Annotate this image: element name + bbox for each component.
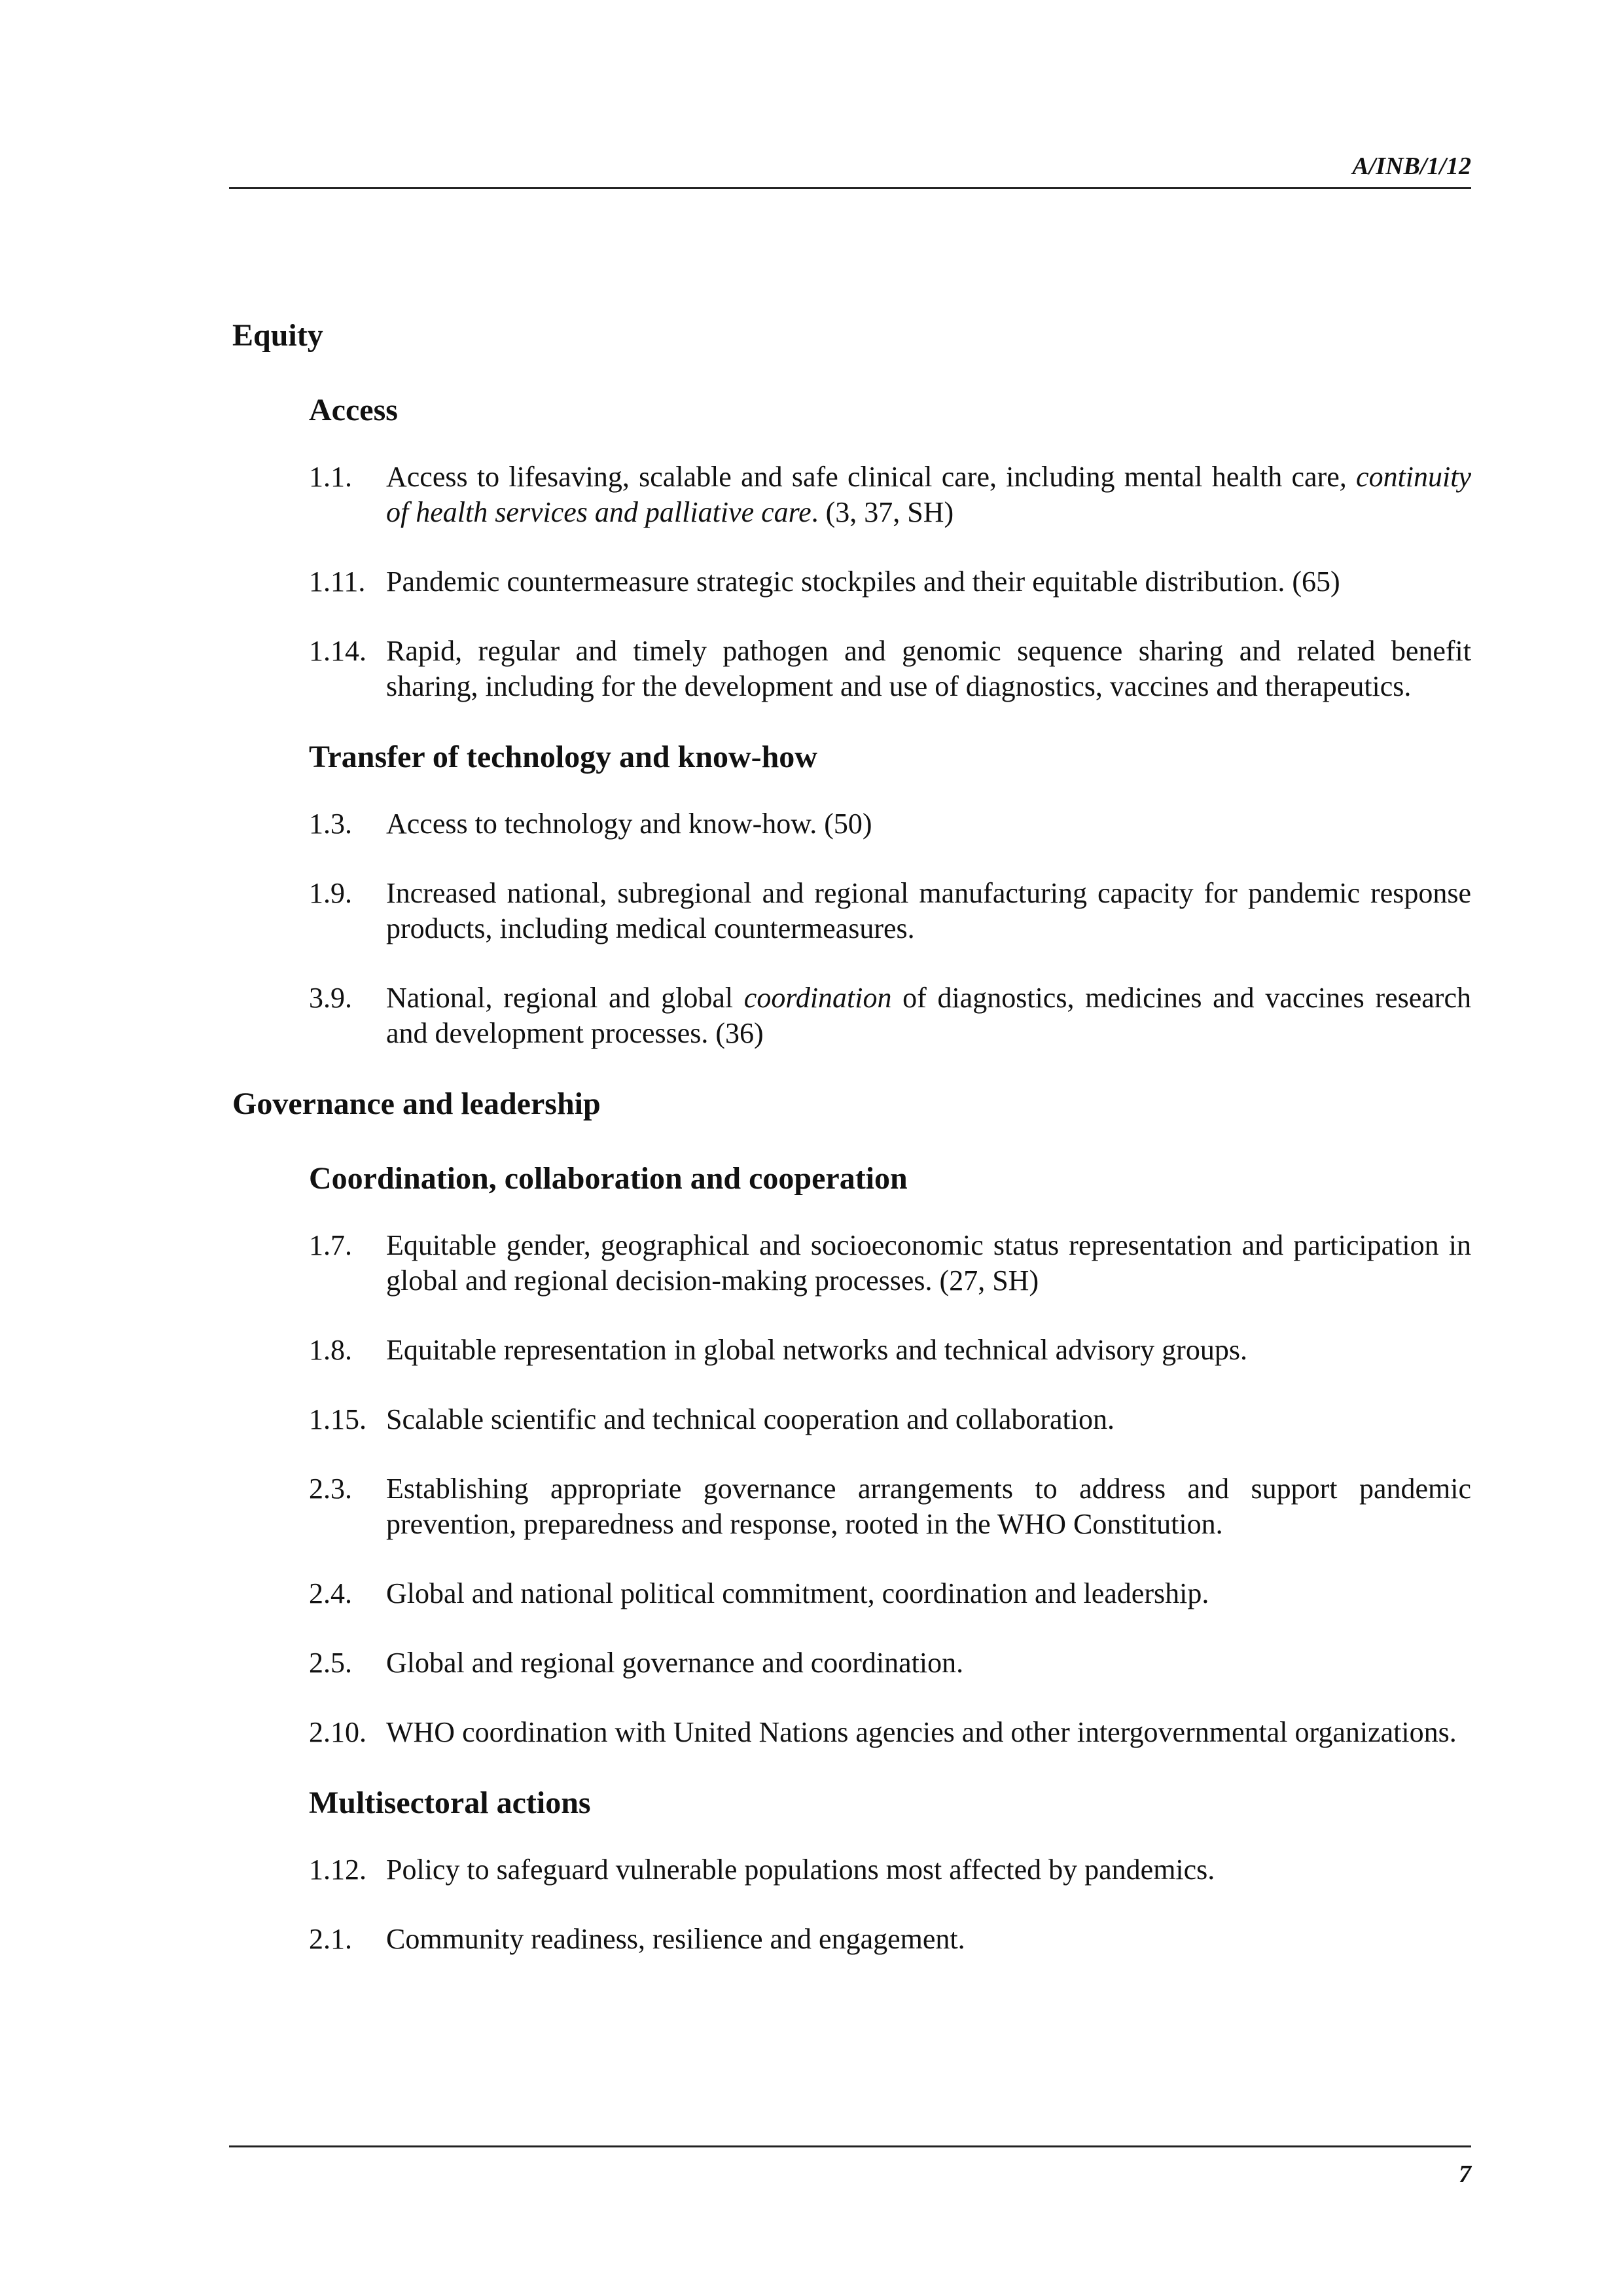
item-text: Policy to safeguard vulnerable populations most affected by pandemics. — [386, 1854, 1215, 1886]
page-number: 7 — [1459, 2161, 1471, 2188]
item-text: Scalable scientific and technical cooperation and collaboration. — [386, 1403, 1115, 1435]
item-text: Access to lifesaving, scalable and safe clinical care, including mental health care — [386, 461, 1340, 493]
item-text-tail: of diagnostics, medicines and vaccines research and development processes. (36) — [386, 982, 1471, 1049]
list-item — [232, 634, 1471, 704]
item-text-tail: . (3, 37, SH) — [811, 496, 954, 528]
item-number: 1.14. — [309, 635, 366, 667]
item-number: 1.11. — [309, 565, 366, 598]
subsection-title-technology-transfer: Transfer of technology and know-how — [309, 740, 817, 774]
item-text: Pandemic countermeasure strategic stockpiles and their equitable distribution. (65) — [386, 565, 1340, 598]
item-text: National, regional and global — [386, 982, 744, 1014]
section-title-equity: Equity — [232, 318, 323, 353]
list-item — [232, 1922, 1471, 1957]
item-number: 2.10. — [309, 1716, 366, 1748]
item-text: Community readiness, resilience and engagement. — [386, 1923, 965, 1955]
list-item — [232, 1402, 1471, 1437]
item-text: Establishing appropriate governance arrangements to address and support pandemic prevention, preparedness and response, rooted in the WHO Constitution. — [386, 1473, 1471, 1540]
document-reference: A/INB/1/12 — [1352, 152, 1471, 180]
list-item — [232, 564, 1471, 600]
item-number: 1.15. — [309, 1403, 366, 1435]
item-number: 1.9. — [309, 877, 352, 909]
list-item — [232, 1228, 1471, 1299]
item-text: Increased national, subregional and regional manufacturing capacity for pandemic response products, including medical countermeasures. — [386, 877, 1471, 944]
item-number: 2.1. — [309, 1923, 352, 1955]
item-number: 1.1. — [309, 461, 352, 493]
item-text: Rapid, regular and timely pathogen and genomic sequence sharing and related benefit sharing, including for the development and use of diagnostics, vaccines and therapeutics. — [386, 635, 1471, 702]
header-rule — [229, 187, 1471, 189]
subsection-title-coordination: Coordination, collaboration and cooperation — [309, 1161, 908, 1196]
item-number: 2.5. — [309, 1647, 352, 1679]
list-item — [232, 1471, 1471, 1542]
subsection-title-access: Access — [309, 393, 398, 427]
list-item — [232, 1715, 1471, 1750]
page-content — [232, 313, 1471, 1957]
section-title-governance: Governance and leadership — [232, 1086, 601, 1121]
item-text-italic: coordination — [743, 982, 892, 1014]
item-number: 2.4. — [309, 1577, 352, 1609]
list-item — [232, 876, 1471, 946]
item-text: WHO coordination with United Nations agencies and other intergovernmental organizations. — [386, 1716, 1457, 1748]
item-text: Access to technology and know-how. (50) — [386, 808, 872, 840]
list-item — [232, 1852, 1471, 1888]
subsection-title-multisectoral: Multisectoral actions — [309, 1785, 591, 1820]
list-item — [232, 980, 1471, 1051]
item-text: Global and regional governance and coordination. — [386, 1647, 964, 1679]
list-item — [232, 806, 1471, 842]
item-number: 1.3. — [309, 808, 352, 840]
item-number: 1.12. — [309, 1854, 366, 1886]
item-number: 3.9. — [309, 982, 352, 1014]
list-item — [232, 1333, 1471, 1368]
item-number: 1.8. — [309, 1334, 352, 1366]
item-text: Equitable representation in global networks and technical advisory groups. — [386, 1334, 1247, 1366]
list-item — [232, 1576, 1471, 1611]
footer-rule — [229, 2145, 1471, 2147]
list-item — [232, 1645, 1471, 1681]
item-number: 1.7. — [309, 1229, 352, 1261]
list-item — [232, 459, 1471, 530]
item-number: 2.3. — [309, 1473, 352, 1505]
item-text: Global and national political commitment, coordination and leadership. — [386, 1577, 1209, 1609]
item-text-italic: , continuity of health services and palliative care — [386, 461, 1471, 528]
item-text: Equitable gender, geographical and socioeconomic status representation and participation in global and regional decision-making processes. (27, SH) — [386, 1229, 1471, 1297]
